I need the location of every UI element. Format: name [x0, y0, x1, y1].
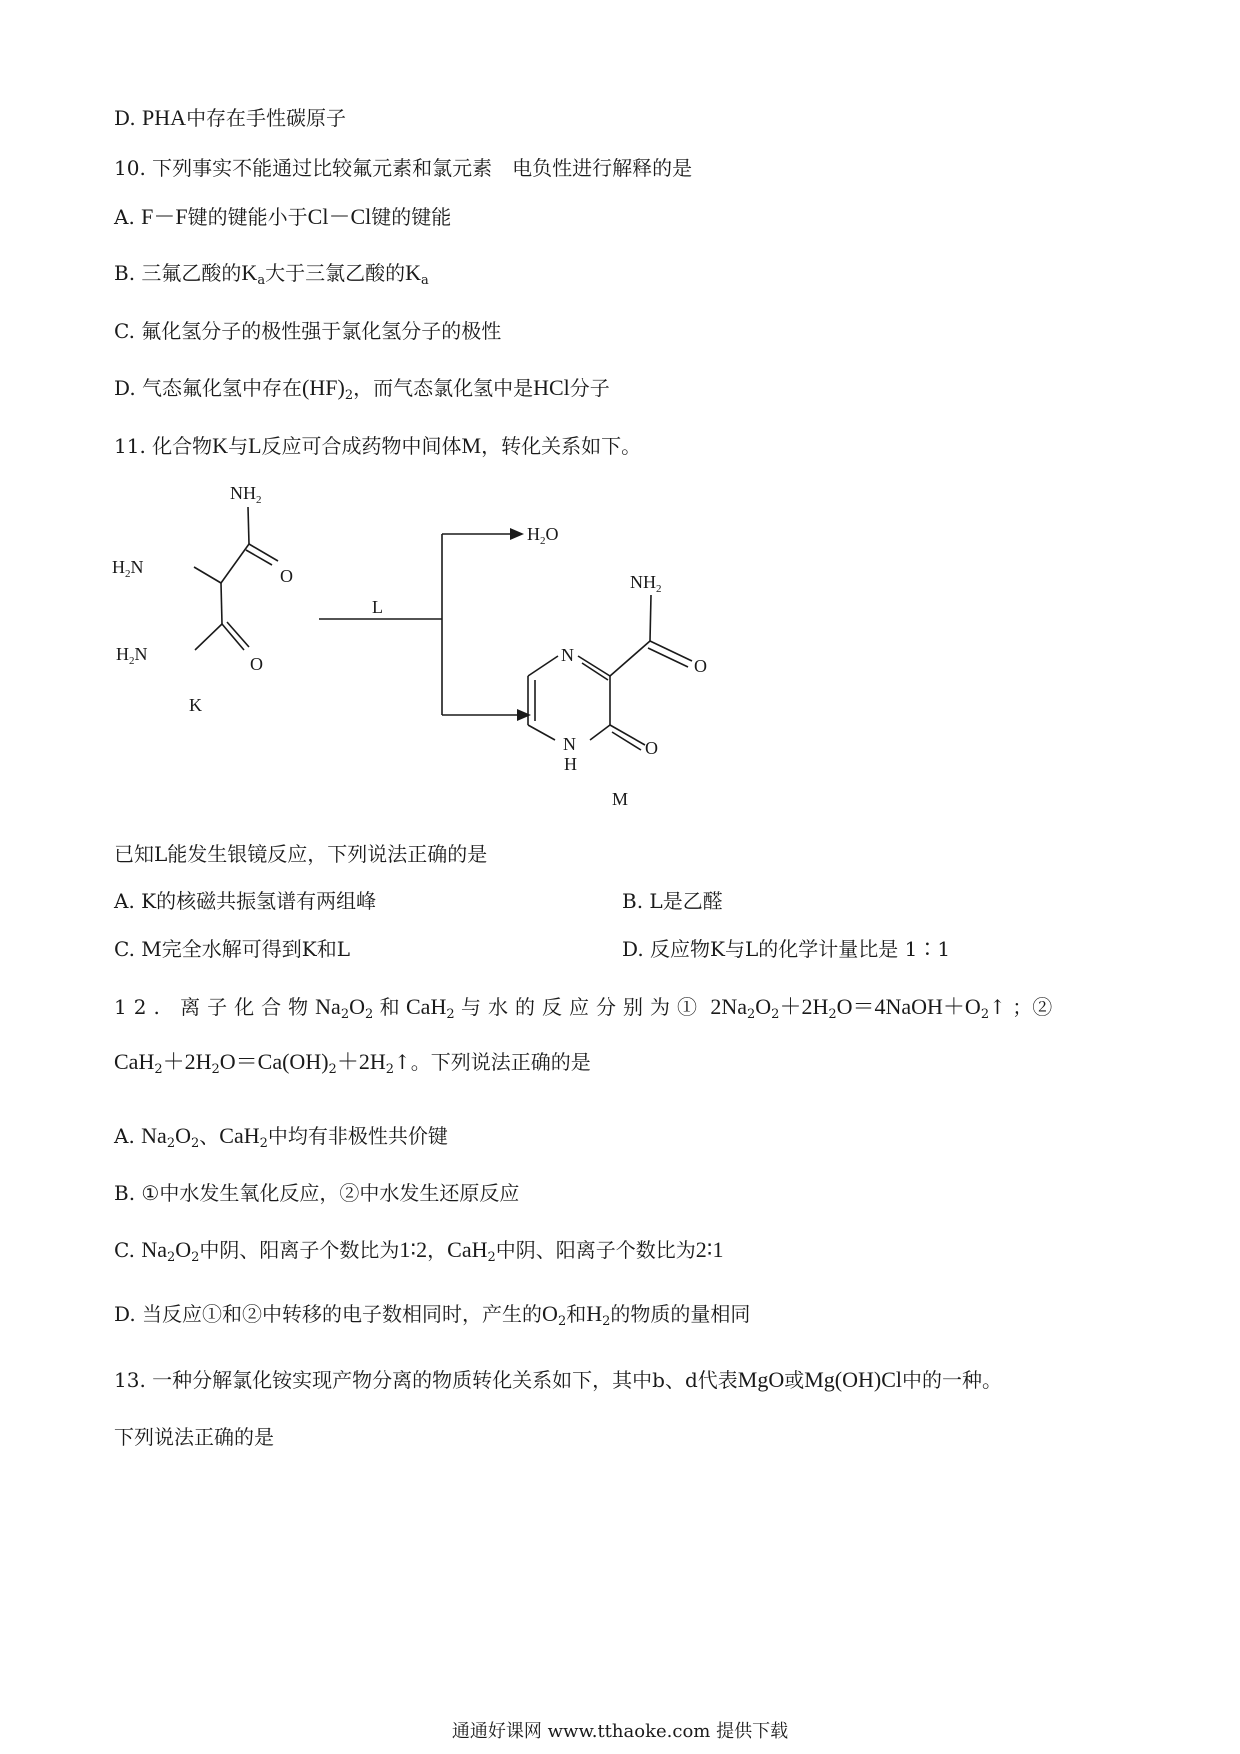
m-nh2: $NH_2$	[630, 572, 662, 595]
footer-download-note: 通通好课网 www.tthaoke.com 提供下载	[451, 1721, 789, 1742]
m-oxygen-1: O	[694, 656, 707, 676]
compound-m-label: M	[612, 789, 629, 809]
q12-option-b: B. ①中水发生氧化反应，②中水发生还原反应	[114, 1181, 520, 1205]
k-nh2-top: $NH_2$	[230, 483, 262, 506]
water-product: $H_2O$	[527, 524, 559, 547]
q10-option-c: C. 氟化氢分子的极性强于氯化氢分子的极性	[114, 319, 502, 343]
q9-option-d: D. PHA中存在手性碳原子	[114, 105, 347, 130]
k-h2n-left: $H_2N$	[112, 557, 144, 580]
m-nitrogen-top: N	[561, 645, 574, 665]
compound-k-label: K	[189, 695, 202, 715]
q10-option-b: B. 三氟乙酸的$K_a$大于三氯乙酸的$K_a$	[114, 260, 429, 288]
q10-stem: 10. 下列事实不能通过比较氟元素和氯元素 电负性进行解释的是	[114, 156, 693, 180]
q13-line2: 下列说法正确的是	[114, 1425, 274, 1449]
q12-option-a: A. $Na_2O_2$、CaH$_2$中均有非极性共价键	[114, 1123, 448, 1151]
q13-stem: 13. 一种分解氯化铵实现产物分离的物质转化关系如下，其中b、d代表MgO或Mg(OH)Cl中的一种。	[114, 1367, 1003, 1392]
q12-option-d: D. 当反应①和②中转移的电子数相同时，产生的$O_2$和$H_2$的物质的量相同	[114, 1301, 751, 1329]
m-oxygen-2: O	[645, 738, 658, 758]
m-hydrogen: H	[564, 754, 577, 774]
k-oxygen-1: O	[280, 566, 293, 586]
k-h2n-bottom: $H_2N$	[116, 644, 148, 667]
reagent-l-label: L	[372, 597, 383, 617]
q11-option-a: A. K的核磁共振氢谱有两组峰	[114, 889, 377, 913]
q11-stem: 11. 化合物K与L反应可合成药物中间体M，转化关系如下。	[114, 433, 642, 458]
k-oxygen-2: O	[250, 654, 263, 674]
q12-stem-line1: 12. 离子化合物$Na_2O_2$ 和 CaH$_2$ 与水的反应分别为① $2Na_2O_2+2H_2O=4NaOH+O_2↑$ ；②	[114, 994, 1053, 1022]
q11-known: 已知L能发生银镜反应，下列说法正确的是	[114, 842, 488, 866]
q11-option-b: B. L是乙醛	[622, 889, 723, 913]
m-nitrogen-bottom: N	[563, 734, 576, 754]
q10-option-a: A. F－F键的键能小于Cl－Cl键的键能	[114, 204, 452, 229]
q10-option-d: D. 气态氟化氢中存在$(HF)_2$，而气态氯化氢中是HCl分子	[114, 375, 610, 403]
q12-stem-line2: $CaH_2+2H_2O=Ca(OH)_2+2H_2↑$。下列说法正确的是	[114, 1049, 591, 1077]
reaction-scheme-diagram	[100, 460, 780, 830]
q12-option-c: C. $Na_2O_2$中阴、阳离子个数比为1∶2，CaH$_2$中阴、阳离子个数比为2∶1	[114, 1237, 724, 1265]
q11-option-c: C. M完全水解可得到K和L	[114, 937, 351, 961]
q11-option-d: D. 反应物K与L的化学计量比是 1∶1	[622, 937, 951, 961]
